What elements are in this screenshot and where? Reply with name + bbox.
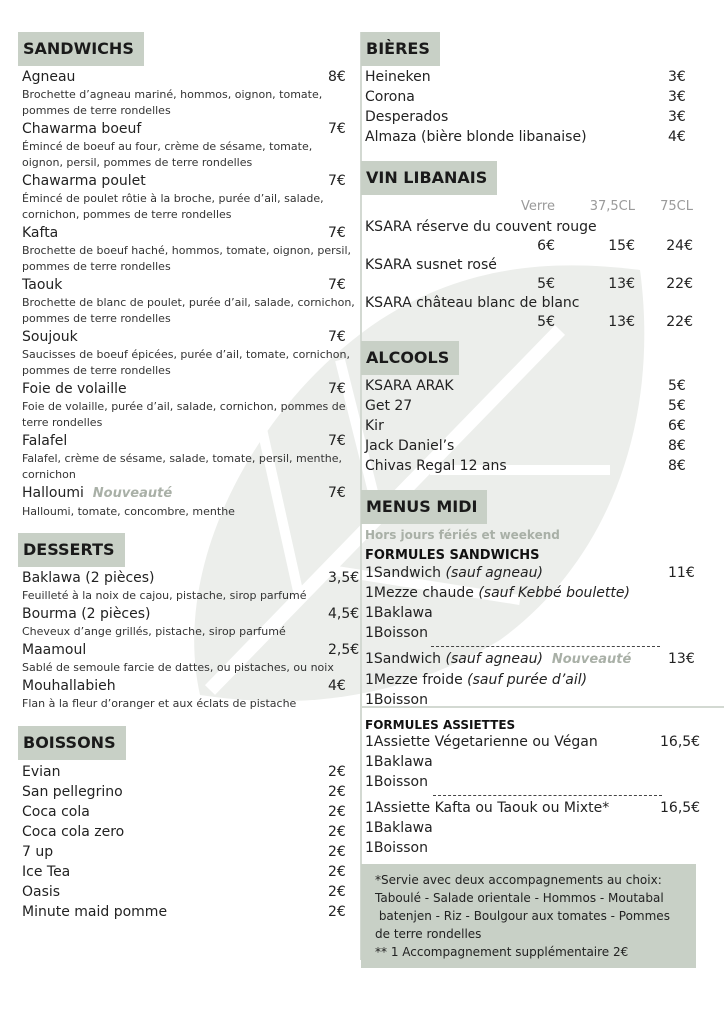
menu-item [361, 67, 696, 87]
menu-item [18, 676, 356, 712]
item-description: Émincé de poulet rôtie à la broche, purée d’ail, salade, cornichon, pommes de terre rondelles [22, 192, 324, 221]
item-price: 7€ [328, 433, 346, 449]
wine-column-headers [361, 197, 696, 217]
item-name: Chawarma boeuf [22, 121, 142, 137]
menu-item [361, 416, 696, 436]
section-title-bieres: BIÈRES [361, 32, 440, 66]
item-description: Flan à la fleur d’oranger et aux éclats de pistache [22, 697, 297, 710]
item-name: Minute maid pomme [22, 904, 168, 920]
item-name: Maamoul [22, 642, 87, 658]
section-title-sandwichs: SANDWICHS [18, 32, 144, 66]
formula-line [361, 670, 696, 690]
dashed-separator [433, 795, 662, 796]
formula-text: 1Assiette Kafta ou Taouk ou Mixte* [365, 800, 610, 816]
item-name: Kir [365, 418, 384, 434]
col-75cl: 75CL [660, 199, 693, 214]
item-name: Corona [365, 89, 415, 105]
menu-item [18, 379, 356, 431]
item-description: Cheveux d’ange grillés, pistache, sirop parfumé [22, 625, 286, 638]
formula-line [361, 690, 696, 710]
menu-item [18, 223, 356, 275]
item-description: Saucisses de boeuf épicées, purée d’ail, tomate, cornichon, pommes de terre rondelles [22, 348, 350, 377]
item-name: Agneau [22, 69, 76, 85]
item-price: 8€ [328, 69, 346, 85]
menu-item [18, 762, 356, 782]
item-price: 3€ [668, 89, 686, 105]
item-price: 2€ [328, 824, 346, 840]
formules-assiettes-title: FORMULES ASSIETTES [365, 718, 516, 732]
item-price: 2€ [328, 904, 346, 920]
formula-price: 16,5€ [660, 800, 701, 816]
section-title-desserts: DESSERTS [18, 533, 125, 567]
item-name: KSARA château blanc de blanc [365, 295, 580, 311]
formula-text: 1Mezze froide [365, 672, 463, 688]
menu-item [361, 456, 696, 476]
item-name: KSARA ARAK [365, 378, 454, 394]
wine-item [361, 293, 696, 331]
dashed-separator [431, 646, 660, 647]
formules-sandwichs-title: FORMULES SANDWICHS [365, 548, 540, 563]
item-name: Coca cola zero [22, 824, 125, 840]
menu-item [18, 327, 356, 379]
item-description: Sablé de semoule farcie de dattes, ou pistaches, ou noix [22, 661, 334, 674]
item-price: 7€ [328, 173, 346, 189]
menu-item [18, 483, 356, 520]
item-description: Feuilleté à la noix de cajou, pistache, sirop parfumé [22, 589, 307, 602]
item-price: 2€ [328, 884, 346, 900]
menu-item [18, 171, 356, 223]
menu-item [361, 87, 696, 107]
menu-item [18, 431, 356, 483]
col-verre: Verre [520, 199, 555, 214]
formula-note: (sauf agneau) [445, 565, 543, 581]
item-price: 8€ [668, 438, 686, 454]
menu-item [18, 822, 356, 842]
right-column [361, 32, 701, 968]
item-name: Foie de volaille [22, 381, 127, 397]
item-price: 3,5€ [328, 570, 360, 586]
formula-text: 1Boisson [365, 774, 428, 790]
item-name: Taouk [22, 277, 63, 293]
formula-note: (sauf agneau) [445, 651, 543, 667]
new-badge: Nouveauté [551, 652, 632, 667]
formula-price: 13€ [668, 651, 695, 667]
item-name: KSARA réserve du couvent rouge [365, 219, 597, 235]
accompaniment-note [361, 864, 696, 968]
new-badge: Nouveauté [92, 486, 173, 501]
formula-line [361, 798, 701, 818]
col-37cl: 37,5CL [589, 199, 635, 214]
item-price: 4,5€ [328, 606, 360, 622]
formula-line [361, 623, 696, 643]
item-description: Émincé de boeuf au four, crème de sésame, tomate, oignon, persil, pommes de terre rondelles [22, 140, 313, 169]
item-name: Desperados [365, 109, 449, 125]
price-75cl: 22€ [666, 314, 693, 330]
item-price: 2€ [328, 764, 346, 780]
item-name: Oasis [22, 884, 61, 900]
item-name: Falafel [22, 433, 68, 449]
formula-text: 1Assiette Végetarienne ou Végan [365, 734, 598, 750]
item-price: 2€ [328, 804, 346, 820]
menu-item [361, 436, 696, 456]
menus-midi-subtitle: Hors jours fériés et weekend [365, 528, 560, 542]
wine-item [361, 217, 696, 255]
formula-line [361, 603, 696, 623]
item-name: KSARA susnet rosé [365, 257, 497, 273]
item-description: Falafel, crème de sésame, salade, tomate, persil, menthe, cornichon [22, 452, 343, 481]
formula-text: 1Sandwich [365, 565, 442, 581]
price-37cl: 13€ [608, 314, 635, 330]
menu-item [18, 902, 356, 922]
item-name: Chawarma poulet [22, 173, 146, 189]
note-line: *Servie avec deux accompagnements au choix: [375, 873, 662, 887]
price-verre: 5€ [537, 276, 555, 292]
formula-text: 1Baklawa [365, 605, 433, 621]
item-name: Coca cola [22, 804, 90, 820]
menu-item [18, 275, 356, 327]
item-price: 5€ [668, 378, 686, 394]
menu-item [18, 842, 356, 862]
section-title-menus-midi: MENUS MIDI [361, 490, 487, 524]
formula-note: (sauf purée d’ail) [467, 672, 588, 688]
menu-item [18, 604, 360, 640]
item-price: 7€ [328, 225, 346, 241]
note-line: batenjen - Riz - Boulgour aux tomates - Pommes [375, 909, 670, 923]
item-name: Baklawa (2 pièces) [22, 570, 155, 586]
formula-line [361, 583, 696, 603]
item-description: Brochette de blanc de poulet, purée d’ail, salade, cornichon, pommes de terre rondelles [22, 296, 355, 325]
left-column [18, 32, 360, 922]
menu-item [18, 862, 356, 882]
note-line: Taboulé - Salade orientale - Hommos - Moutabal [375, 891, 664, 905]
item-price: 2€ [328, 864, 346, 880]
item-name: Chivas Regal 12 ans [365, 458, 507, 474]
section-title-boissons: BOISSONS [18, 726, 126, 760]
item-price: 4€ [328, 678, 346, 694]
item-price: 3€ [668, 69, 686, 85]
formula-line [361, 818, 696, 838]
item-name: Soujouk [22, 329, 78, 345]
formula-line [361, 563, 696, 583]
item-price: 8€ [668, 458, 686, 474]
item-name: Halloumi [22, 485, 84, 501]
item-price: 5€ [668, 398, 686, 414]
item-price: 2,5€ [328, 642, 360, 658]
item-name: Evian [22, 764, 61, 780]
item-price: 7€ [328, 277, 346, 293]
formula-line [361, 772, 696, 792]
note-line: ** 1 Accompagnement supplémentaire 2€ [375, 945, 629, 959]
item-name: Heineken [365, 69, 431, 85]
price-75cl: 24€ [666, 238, 693, 254]
menu-item [361, 127, 696, 147]
section-title-vin: VIN LIBANAIS [361, 161, 497, 195]
item-price: 7€ [328, 485, 346, 501]
menu-item [361, 396, 696, 416]
item-price: 7€ [328, 121, 346, 137]
price-37cl: 13€ [608, 276, 635, 292]
price-verre: 6€ [537, 238, 555, 254]
item-price: 2€ [328, 784, 346, 800]
formula-line [361, 838, 696, 858]
item-price: 7€ [328, 329, 346, 345]
menu-item [18, 782, 356, 802]
item-description: Foie de volaille, purée d’ail, salade, cornichon, pommes de terre rondelles [22, 400, 346, 429]
formula-price: 16,5€ [660, 734, 701, 750]
section-title-alcools: ALCOOLS [361, 341, 459, 375]
note-line: de terre rondelles [375, 927, 482, 941]
item-description: Halloumi, tomate, concombre, menthe [22, 505, 235, 518]
menu-item [18, 882, 356, 902]
item-name: Mouhallabieh [22, 678, 116, 694]
item-name: Bourma (2 pièces) [22, 606, 151, 622]
formula-line [361, 732, 701, 752]
formula-text: 1Mezze chaude [365, 585, 474, 601]
price-37cl: 15€ [608, 238, 635, 254]
item-price: 7€ [328, 381, 346, 397]
formula-text: 1Baklawa [365, 820, 433, 836]
item-name: Almaza (bière blonde libanaise) [365, 129, 587, 145]
item-price: 2€ [328, 844, 346, 860]
item-description: Brochette d’agneau mariné, hommos, oignon, tomate, pommes de terre rondelles [22, 88, 323, 117]
item-name: Jack Daniel’s [365, 438, 455, 454]
item-name: 7 up [22, 844, 54, 860]
menu-item [18, 568, 360, 604]
menu-item [18, 119, 356, 171]
wine-item [361, 255, 696, 293]
item-name: Get 27 [365, 398, 413, 414]
item-name: San pellegrino [22, 784, 123, 800]
formula-note: (sauf Kebbé boulette) [478, 585, 630, 601]
formula-line [361, 649, 696, 670]
item-description: Brochette de boeuf haché, hommos, tomate, oignon, persil, pommes de terre rondelles [22, 244, 352, 273]
price-verre: 5€ [537, 314, 555, 330]
formula-text: 1Sandwich [365, 651, 442, 667]
item-price: 3€ [668, 109, 686, 125]
formula-text: 1Boisson [365, 625, 428, 641]
menu-item [18, 640, 360, 676]
menu-item [361, 107, 696, 127]
menu-item [361, 376, 696, 396]
formula-price: 11€ [668, 565, 695, 581]
formula-line [361, 752, 696, 772]
formula-text: 1Boisson [365, 692, 428, 708]
formula-text: 1Baklawa [365, 754, 433, 770]
item-price: 6€ [668, 418, 686, 434]
item-price: 4€ [668, 129, 686, 145]
menu-item [18, 802, 356, 822]
item-name: Ice Tea [22, 864, 71, 880]
formula-text: 1Boisson [365, 840, 428, 856]
price-75cl: 22€ [666, 276, 693, 292]
item-name: Kafta [22, 225, 59, 241]
menu-item [18, 67, 356, 119]
